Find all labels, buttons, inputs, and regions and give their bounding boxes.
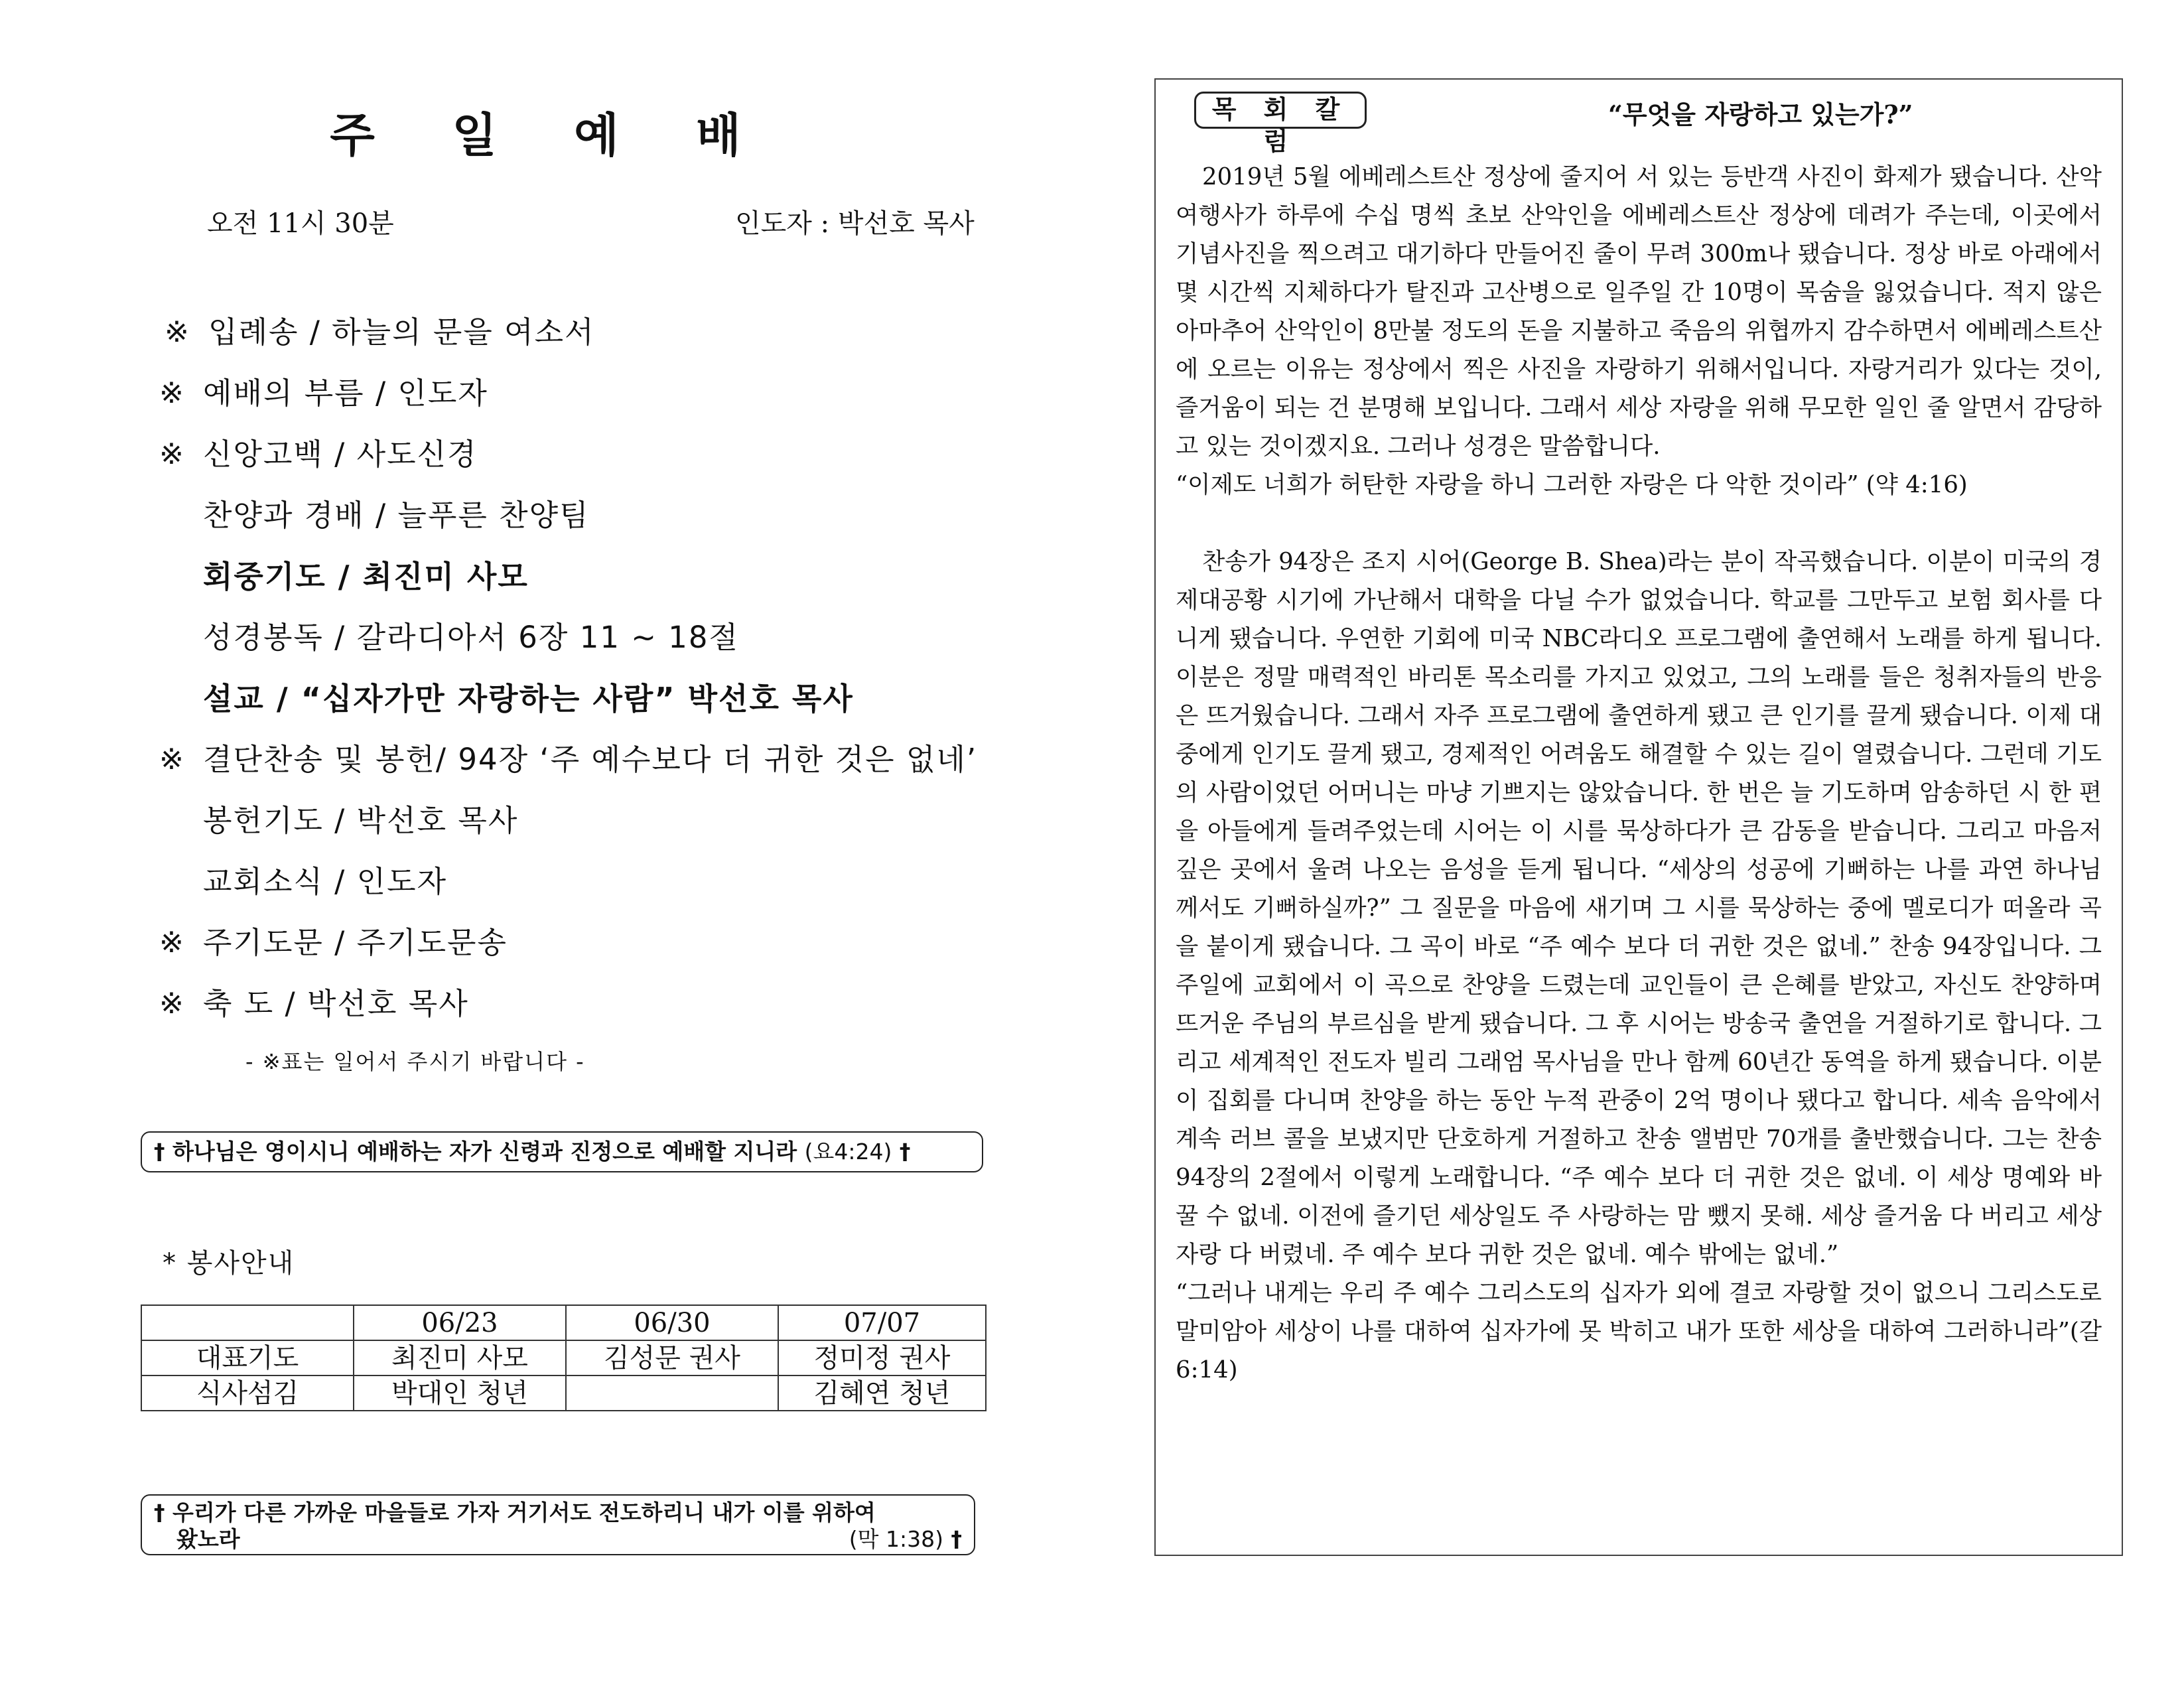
column-paragraph: 2019년 5월 에베레스트산 정상에 줄지어 서 있는 등반객 사진이 화제가 됐습니다. 산악 여행사가 하루에 수십 명씩 초보 산악인을 에베레스트산 정상에 데려가 주는데, 이곳에서 기념사진을 찍으려고 대기하다 만들어진 줄이 무려 300m나 됐습니다. 정상 바로 아래에서 몇 시간씩 지체하다가 탈진과 고산병으로 일주일 간 10명이 목숨을 잃었습니다. 적지 않은 아마추어 산악인이 8만불 정도의 돈을 지불하고 죽음의 위협까지 감수하면서 에베레스트산에 오르는 이유는 정상에서 찍은 사진을 자랑하기 위해서입니다. 자랑거리가 있다는 것이, 즐거움이 되는 건 분명해 보입니다. 그래서 세상 자랑을 위해 무모한 일인 줄 알면서 감당하고 있는 것이겠지요. 그러나 성경은 말씀합니다. — [1176, 163, 2102, 460]
standing-mark-icon: ※ — [165, 315, 190, 349]
worship-order-item — [159, 851, 1022, 912]
worship-order-text: 설교 / “십자가만 자랑하는 사람” 박선호 목사 — [203, 681, 854, 717]
standing-mark-icon: ※ — [159, 437, 185, 471]
verse-box-john — [141, 1131, 983, 1172]
worship-leader: 인도자 : 박선호 목사 — [735, 208, 975, 239]
verse-reference: (요4:24) — [804, 1139, 892, 1164]
worship-order-item — [159, 546, 1022, 607]
worship-order-item — [159, 729, 1022, 790]
table-cell: 박대인 청년 — [354, 1375, 566, 1411]
worship-title: 주 일 예 배 — [330, 107, 772, 163]
table-header-cell: 07/07 — [778, 1305, 986, 1340]
worship-order-text: 성경봉독 / 갈라디아서 6장 11 ~ 18절 — [203, 620, 740, 655]
worship-time: 오전 11시 30분 — [207, 208, 394, 239]
worship-order-text: 회중기도 / 최진미 사모 — [203, 559, 529, 595]
worship-order-text: 결단찬송 및 봉헌/ 94장 ‘주 예수보다 더 귀한 것은 없네’ — [203, 742, 978, 777]
worship-order-item — [159, 607, 1022, 668]
worship-order-text: 축 도 / 박선호 목사 — [203, 986, 469, 1021]
verse-text-continued: 왔노라 — [176, 1526, 240, 1552]
paragraph-gap — [1176, 504, 2102, 543]
verse-text: 하나님은 영이시니 예배하는 자가 신령과 진정으로 예배할 지니라 — [172, 1139, 797, 1164]
standing-note: - ※표는 일어서 주시기 바랍니다 - — [245, 1049, 585, 1074]
worship-order-item — [159, 790, 1022, 851]
column-body — [1176, 158, 2102, 1389]
column-title: “무엇을 자랑하고 있는가?” — [1608, 100, 1913, 129]
table-cell: 정미정 권사 — [778, 1340, 986, 1375]
table-row — [141, 1375, 986, 1411]
cross-icon: † — [154, 1139, 165, 1164]
worship-order-text: 찬양과 경배 / 늘푸른 찬양팀 — [203, 498, 590, 533]
worship-order-list — [159, 302, 1022, 1034]
worship-order-text: 교회소식 / 인도자 — [203, 864, 448, 899]
standing-mark-icon: ※ — [159, 987, 185, 1021]
verse-reference: (막 1:38) — [849, 1526, 943, 1552]
table-cell: 최진미 사모 — [354, 1340, 566, 1375]
column-paragraph: “이제도 너희가 허탄한 자랑을 하니 그러한 자랑은 다 악한 것이라” (약 4:16) — [1176, 471, 1968, 498]
worship-order-text: 예배의 부름 / 인도자 — [203, 376, 488, 411]
cross-icon: † — [951, 1526, 962, 1552]
service-heading: * 봉사안내 — [163, 1248, 295, 1279]
worship-order-item — [159, 363, 1022, 424]
worship-order-item — [159, 424, 1022, 485]
column-paragraph: “그러나 내게는 우리 주 예수 그리스도의 십자가 외에 결코 자랑할 것이 없으니 그리스도로 말미암아 세상이 나를 대하여 십자가에 못 박히고 내가 또한 세상을 대하여 그러하니라”(갈 6:14) — [1176, 1279, 2102, 1383]
standing-mark-icon: ※ — [159, 376, 185, 410]
worship-order-text: 입례송 / 하늘의 문을 여소서 — [208, 315, 595, 350]
table-cell: 김성문 권사 — [566, 1340, 778, 1375]
service-table — [141, 1304, 987, 1411]
bulletin-left-page — [0, 0, 1061, 1692]
table-cell: 김혜연 청년 — [778, 1375, 986, 1411]
worship-order-item — [159, 302, 1022, 363]
verse-box-mark — [141, 1494, 975, 1555]
column-paragraph: 찬송가 94장은 조지 시어(George B. Shea)라는 분이 작곡했습니다. 이분이 미국의 경제대공황 시기에 가난해서 대학을 다닐 수가 없었습니다. 학교를 그만두고 보험 회사를 다니게 됐습니다. 우연한 기회에 미국 NBC라디오 프로그램에 출연해서 노래를 하게 됩니다. 이분은 정말 매력적인 바리톤 목소리를 가지고 있었고, 그의 노래를 들은 청취자들의 반응은 뜨거웠습니다. 그래서 자주 프로그램에 출연하게 됐고 큰 인기를 끌게 됐습니다. 이제 대중에게 인기도 끌게 됐고, 경제적인 어려움도 해결할 수 있는 길이 열렸습니다. 그런데 기도의 사람이었던 어머니는 마냥 기쁘지는 않았습니다. 한 번은 늘 기도하며 암송하던 시 한 편을 아들에게 들려주었는데 시어는 이 시를 묵상하다가 큰 감동을 받습니다. 그리고 마음저 깊은 곳에서 울려 나오는 음성을 듣게 됩니다. “세상의 성공에 기뻐하는 나를 과연 하나님께서도 기뻐하실까?” 그 질문을 마음에 새기며 그 시를 묵상하는 중에 멜로디가 떠올라 곡을 붙이게 됐습니다. 그 곡이 바로 “주 예수 보다 더 귀한 것은 없네.” 찬송 94장입니다. 그 주일에 교회에서 이 곡으로 찬양을 드렸는데 교인들이 큰 은혜를 받았고, 자신도 찬양하며 뜨거운 주님의 부르심을 받게 됐습니다. 그 후 시어는 방송국 출연을 거절하기로 합니다. 그리고 세계적인 전도자 빌리 그래엄 목사님을 만나 함께 60년간 동역을 하게 됐습니다. 이분이 집회를 다니며 찬양을 하는 동안 누적 관중이 2억 명이나 됐다고 합니다. 세속 음악에서 계속 러브 콜을 보냈지만 단호하게 거절하고 찬송 앨범만 70개를 출반했습니다. 그는 찬송 94장의 2절에서 이렇게 노래합니다. “주 예수 보다 더 귀한 것은 없네. 이 세상 명예와 바꿀 수 없네. 이전에 즐기던 세상일도 주 사랑하는 맘 뺐지 못해. 세상 즐거움 다 버리고 세상 자랑 다 버렸네. 주 예수 보다 귀한 것은 없네. 예수 밖에는 없네.” — [1176, 548, 2102, 1268]
worship-order-item — [159, 973, 1022, 1034]
cross-icon: † — [154, 1500, 165, 1525]
table-row — [141, 1340, 986, 1375]
worship-order-item — [159, 485, 1022, 546]
pastor-column-panel — [1154, 78, 2123, 1556]
worship-order-text: 봉헌기도 / 박선호 목사 — [203, 803, 519, 838]
worship-order-text: 신앙고백 / 사도신경 — [203, 437, 478, 472]
verse-text: 우리가 다른 가까운 마을들로 가자 거기서도 전도하리니 내가 이를 위하여 — [172, 1500, 876, 1525]
table-header-row — [141, 1305, 986, 1340]
table-cell: 대표기도 — [141, 1340, 354, 1375]
table-cell — [566, 1375, 778, 1411]
table-header-cell: 06/30 — [566, 1305, 778, 1340]
verse-line-1 — [154, 1500, 962, 1526]
table-header-cell — [141, 1305, 354, 1340]
standing-mark-icon: ※ — [159, 742, 185, 776]
table-header-cell: 06/23 — [354, 1305, 566, 1340]
verse-line-2 — [154, 1526, 962, 1553]
worship-order-item — [159, 668, 1022, 729]
worship-order-item — [159, 912, 1022, 973]
column-badge: 목 회 칼 럼 — [1194, 92, 1367, 129]
worship-order-text: 주기도문 / 주기도문송 — [203, 925, 508, 960]
table-cell: 식사섬김 — [141, 1375, 354, 1411]
standing-mark-icon: ※ — [159, 926, 185, 959]
cross-icon: † — [899, 1139, 911, 1164]
